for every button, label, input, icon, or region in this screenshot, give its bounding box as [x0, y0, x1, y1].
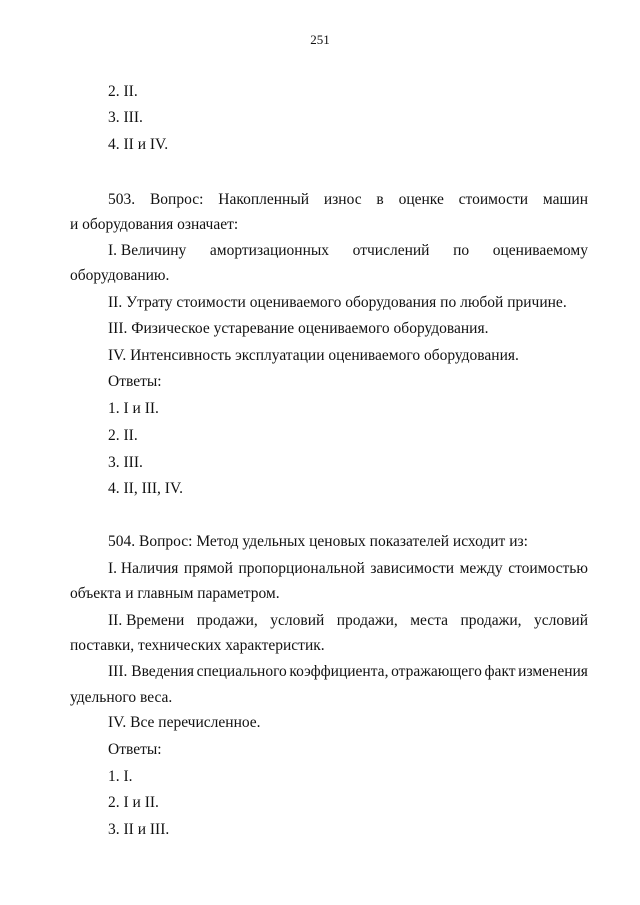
prev-answer-2: 2. II. — [108, 83, 138, 100]
q503-answer-4: 4. II, III, IV. — [108, 480, 184, 497]
q504-option-4: IV. Все перечисленное. — [108, 714, 261, 731]
q504-option-1-line2: объекта и главным параметром. — [70, 585, 280, 602]
word: амортизационных — [209, 242, 330, 259]
q504-option-2-line1 — [108, 611, 588, 631]
page-number: 251 — [310, 32, 330, 47]
q504-option-1-line1 — [108, 559, 588, 579]
q503-answer-3: 3. III. — [108, 454, 143, 471]
word: пропорциональной — [238, 560, 365, 577]
prev-answer-3: 3. III. — [108, 109, 143, 126]
word: оценке — [398, 191, 444, 208]
q503-question-line2: и оборудования означает: — [70, 216, 239, 233]
q504-question: 504. Вопрос: Метод удельных ценовых показателей исходит из: — [108, 533, 528, 550]
word: зависимости — [370, 560, 455, 577]
word: отчислений — [352, 242, 430, 259]
word: коэффициента, — [289, 663, 389, 680]
word: по — [453, 242, 470, 259]
q504-answer-1: 1. I. — [108, 768, 133, 785]
q503-option-4: IV. Интенсивность эксплуатации оцениваемого оборудования. — [108, 347, 519, 364]
q503-option-3: III. Физическое устаревание оцениваемого оборудования. — [108, 320, 489, 337]
word: прямой — [183, 560, 233, 577]
word: места — [410, 612, 449, 629]
word: I. Наличия — [108, 560, 179, 577]
word: Вопрос: — [149, 191, 204, 208]
word: продажи, — [196, 612, 258, 629]
word: III. Введения — [108, 663, 194, 680]
word: стоимости — [458, 191, 529, 208]
word: II. Времени — [108, 612, 185, 629]
word: специального — [196, 663, 287, 680]
q504-answers-label: Ответы: — [108, 741, 162, 758]
word: продажи, — [460, 612, 522, 629]
word: условий — [533, 612, 588, 629]
q503-question-line1 — [108, 190, 588, 210]
word: 503. — [108, 191, 136, 208]
word: износ — [323, 191, 362, 208]
word: факт — [484, 663, 516, 680]
word: стоимостью — [508, 560, 588, 577]
q503-option-1-line2: оборудованию. — [70, 267, 170, 284]
word: условий — [270, 612, 325, 629]
q504-option-3-line2: удельного веса. — [70, 689, 173, 706]
q504-answer-3: 3. II и III. — [108, 821, 170, 838]
word: Накопленный — [218, 191, 310, 208]
q503-answer-2: 2. II. — [108, 427, 138, 444]
q504-option-3-line1 — [108, 662, 588, 682]
q503-option-1-line1 — [108, 241, 588, 261]
q503-answer-1: 1. I и II. — [108, 400, 159, 417]
q503-option-2: II. Утрату стоимости оцениваемого оборудования по любой причине. — [108, 294, 567, 311]
word: в — [376, 191, 384, 208]
word: машин — [542, 191, 588, 208]
word: оцениваемому — [492, 242, 588, 259]
word: изменения — [518, 663, 588, 680]
q504-option-2-line2: поставки, технических характеристик. — [70, 637, 325, 654]
q503-answers-label: Ответы: — [108, 373, 162, 390]
word: продажи, — [336, 612, 398, 629]
word: отражающего — [391, 663, 482, 680]
word: между — [459, 560, 503, 577]
q504-answer-2: 2. I и II. — [108, 794, 159, 811]
word: I. Величину — [108, 242, 187, 259]
prev-answer-4: 4. II и IV. — [108, 136, 169, 153]
